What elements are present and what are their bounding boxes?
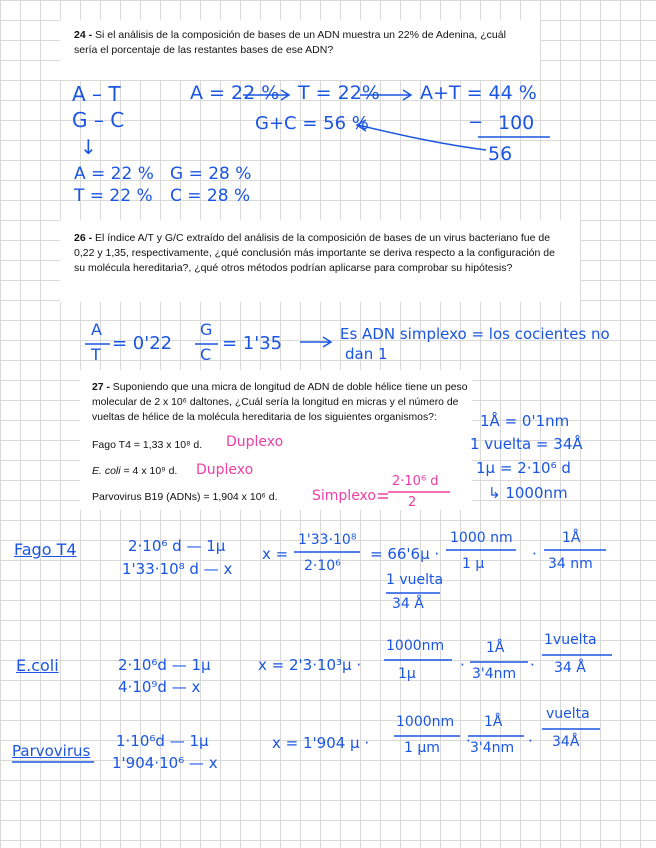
parvo-label: Parvovirus	[12, 742, 91, 760]
q27-ecoli-value: = 4 x 10⁹ d.	[120, 465, 178, 477]
fago-rule-2: 1'33·10⁸ d — x	[122, 560, 233, 578]
hw26-gc-den: C	[200, 345, 212, 364]
hw24-gc-sum: G+C = 56 %	[255, 113, 369, 134]
q24-number: 24 -	[74, 29, 93, 41]
fago-f3-den: 34 Å	[392, 596, 424, 612]
hw26-conclusion-1: Es ADN simplexo = los cocientes no	[340, 325, 610, 343]
parvo-f1-den: 1 µm	[404, 740, 440, 756]
fago-rule-1: 2·10⁶ d — 1µ	[128, 537, 226, 555]
fago-frac-num: 1'33·10⁸	[298, 532, 357, 548]
parvo-f3-den: 34Å	[552, 734, 580, 750]
q24-body: Si el análisis de la composición de bases de un ADN muestra un 22% de Adenina, ¿cuál sería el porcentaje de las restantes bases de ese ADN?	[74, 29, 506, 56]
fago-f1-den: 1 µ	[462, 556, 485, 572]
fago-f2-num: 1Å	[562, 530, 581, 546]
parvo-rule-2: 1'904·10⁶ — x	[112, 754, 218, 772]
hw27-conv-3: 1µ = 2·10⁶ d	[476, 459, 571, 477]
hw24-res-c: C = 28 %	[170, 186, 251, 206]
hw27-ecoli-label: Duplexo	[196, 462, 254, 478]
ecoli-rule-1: 2·10⁶d — 1µ	[118, 656, 211, 674]
q26-number: 26 -	[74, 232, 93, 244]
hw24-pair-at: A – T	[72, 82, 121, 106]
ecoli-f3-den: 34 Å	[554, 660, 586, 676]
q27-number: 27 -	[92, 382, 110, 393]
hw24-t-eq: T = 22%	[298, 82, 380, 104]
hw26-at-num: A	[91, 320, 102, 339]
parvo-f1-num: 1000nm	[396, 714, 455, 730]
hw27-simplexo-den: 2	[408, 495, 417, 510]
fago-x: x =	[262, 545, 289, 563]
hw24-minus: −	[468, 112, 484, 133]
hw24-res-t: T = 22 %	[74, 186, 153, 206]
hw26-at-val: = 0'22	[112, 333, 173, 354]
hw24-at-sum: A+T = 44 %	[420, 82, 537, 104]
q27-fago: Fago T4 = 1,33 x 10⁸ d.	[92, 439, 203, 451]
hw24-res-g: G = 28 %	[170, 164, 252, 184]
hw27-conv-1: 1Å = 0'1nm	[480, 412, 570, 430]
fago-f3-num: 1 vuelta	[386, 572, 444, 588]
hw24-res-a: A = 22 %	[74, 164, 154, 184]
fago-f1-num: 1000 nm	[450, 530, 513, 546]
parvo-dot-1: ·	[466, 732, 471, 750]
hw24-result: 56	[488, 143, 513, 165]
fago-res: = 66'6µ ·	[370, 545, 440, 563]
hw24-hundred: 100	[498, 112, 535, 134]
fago-frac-den: 2·10⁶	[304, 558, 341, 574]
ecoli-dot-1: ·	[460, 656, 465, 674]
parvo-f3-num: vuelta	[546, 706, 590, 722]
ecoli-dot-2: ·	[530, 656, 535, 674]
parvo-x: x = 1'904 µ ·	[272, 734, 370, 752]
parvo-dot-2: ·	[528, 732, 533, 750]
ecoli-rule-2: 4·10⁹d — x	[118, 678, 201, 696]
fago-f2-den: 34 nm	[548, 556, 593, 572]
parvo-rule-1: 1·10⁶d — 1µ	[116, 732, 209, 750]
hw24-a-eq: A = 22 %	[190, 82, 280, 104]
hw27-conv-2: 1 vuelta = 34Å	[470, 435, 583, 453]
fago-label: Fago T4	[14, 540, 77, 559]
parvo-f2-num: 1Å	[484, 714, 503, 730]
q26-body: El índice A/T y G/C extraído del análisis de la composición de bases de un virus bacteriano fue de 0,22 y 1,35, respectivamente, ¿qué conclusión más importante se deriva respecto a la configuración de su molécula hereditaria?, ¿qué otros métodos podrían aplicarse para comprobar su hipótesis?	[74, 232, 555, 274]
ecoli-f2-num: 1Å	[486, 640, 505, 656]
q27-body: Suponiendo que una micra de longitud de ADN de doble hélice tiene un peso molecular de 2 x 10⁶ daltones, ¿Cuál sería la longitud en micras y el número de vueltas de hélice de la molécula hereditaria de los siguientes organismos?:	[92, 382, 468, 423]
hw24-down-arrow: ↓	[80, 135, 97, 159]
ecoli-f2-den: 3'4nm	[472, 666, 517, 682]
ecoli-f1-num: 1000nm	[386, 638, 445, 654]
q27-ecoli-name: E. coli	[92, 465, 121, 477]
hw27-fago-label: Duplexo	[226, 434, 284, 450]
ecoli-x: x = 2'3·10³µ ·	[258, 656, 362, 674]
q27-parvo: Parvovirus B19 (ADNs) = 1,904 x 10⁶ d.	[92, 491, 278, 503]
fago-dot: ·	[532, 545, 537, 563]
hw27-conv-4: ↳ 1000nm	[488, 484, 568, 502]
ecoli-f1-den: 1µ	[398, 666, 416, 682]
hw26-at-den: T	[91, 345, 101, 364]
parvo-f2-den: 3'4nm	[470, 740, 515, 756]
hw26-gc-num: G	[200, 320, 213, 339]
hw27-parvo-label: Simplexo	[312, 488, 376, 504]
hw26-gc-val: = 1'35	[222, 333, 283, 354]
ecoli-f3-num: 1vuelta	[544, 632, 597, 648]
hw24-pair-gc: G – C	[72, 108, 125, 132]
ecoli-label: E.coli	[16, 656, 59, 675]
hw27-simplexo-num: 2·10⁶ d	[392, 474, 439, 489]
hw26-conclusion-2: dan 1	[345, 345, 388, 363]
